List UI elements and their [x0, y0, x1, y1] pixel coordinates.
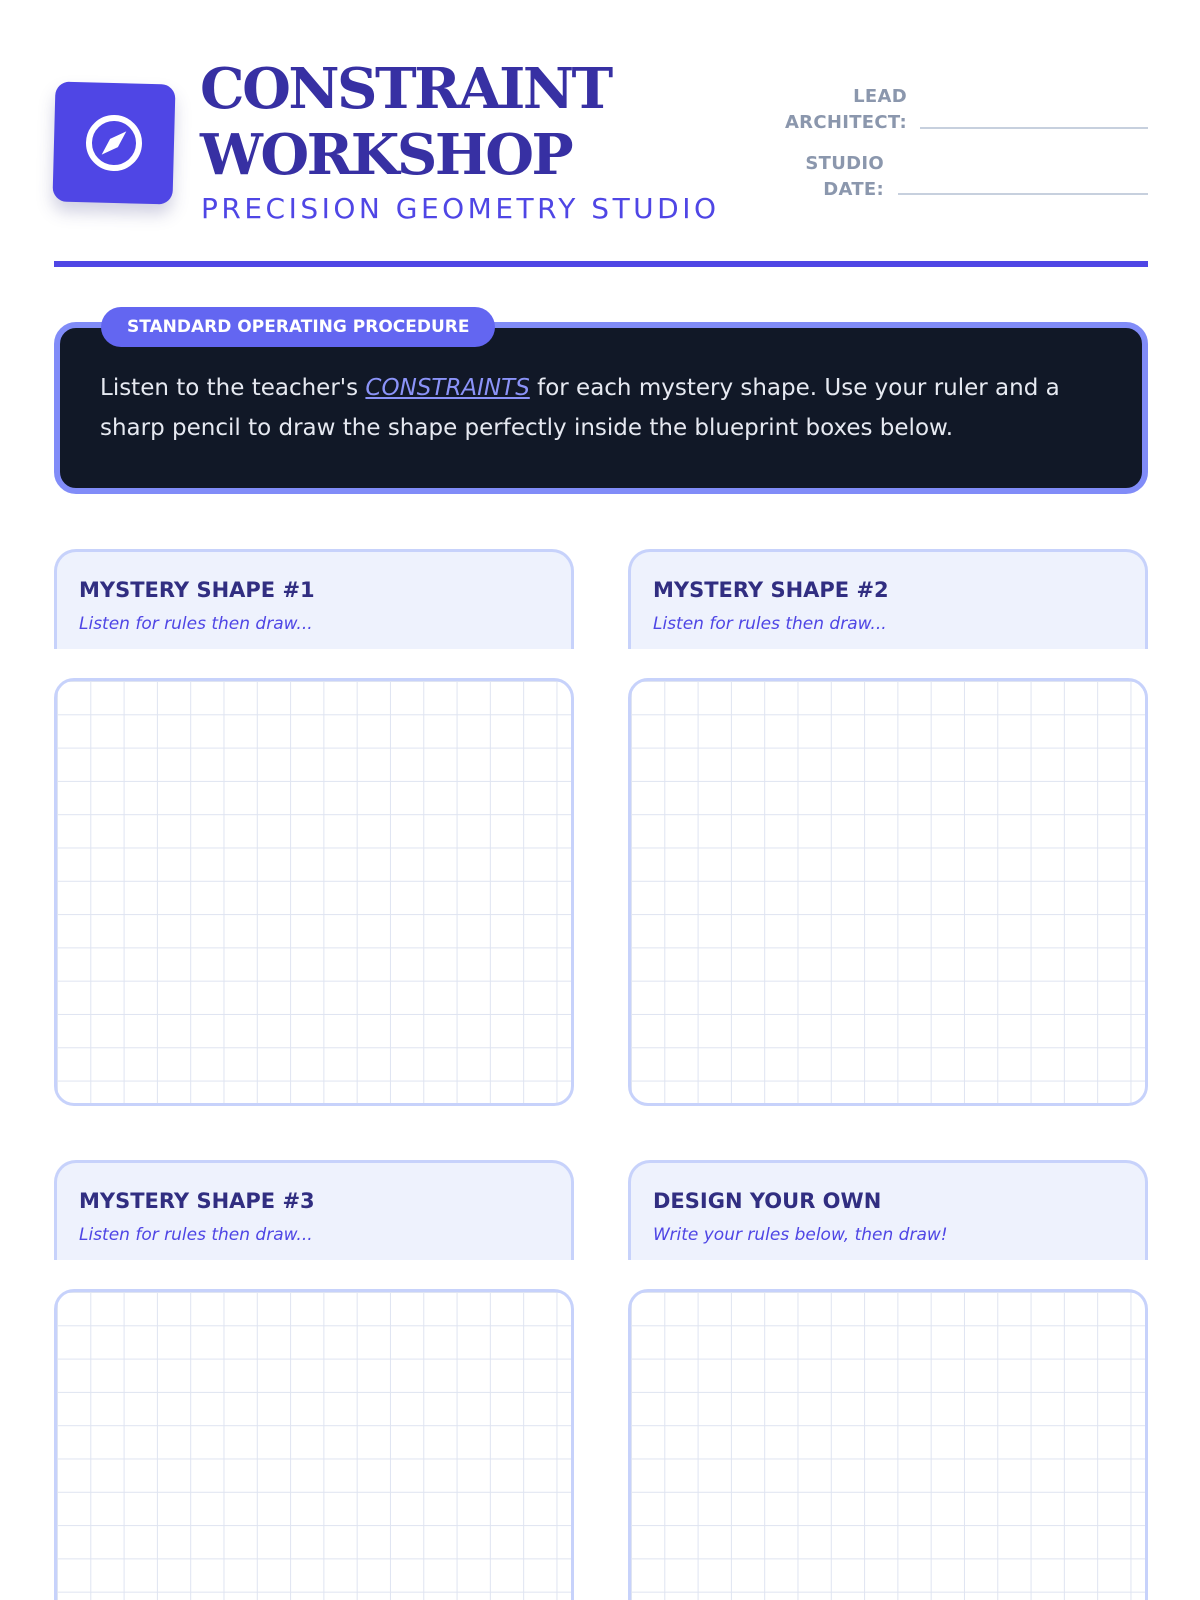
shape-card-title: MYSTERY SHAPE #1 [79, 578, 315, 602]
drawing-grid[interactable] [54, 1289, 574, 1600]
page-title-line2: WORKSHOP [200, 122, 572, 188]
header-divider [54, 261, 1148, 267]
studio-date-field[interactable] [898, 193, 1148, 195]
studio-date-label-line2: DATE: [823, 179, 884, 200]
procedure-emphasis: CONSTRAINTS [365, 375, 530, 401]
shape-card-header [628, 549, 1148, 649]
shape-card-title: MYSTERY SHAPE #2 [653, 578, 889, 602]
lead-architect-label-line1: LEAD [853, 86, 907, 107]
page-subtitle: PRECISION GEOMETRY STUDIO [201, 192, 720, 225]
lead-architect-field[interactable] [920, 127, 1148, 129]
shape-card-subtitle: Listen for rules then draw... [79, 1225, 313, 1245]
procedure-text [100, 368, 1120, 448]
shape-card-subtitle: Listen for rules then draw... [653, 614, 887, 634]
procedure-text-start: Listen to the teacher's [100, 375, 366, 401]
lead-architect-label [740, 84, 907, 136]
design-card-title: DESIGN YOUR OWN [653, 1189, 882, 1213]
lead-architect-label-line2: ARCHITECT: [784, 112, 907, 133]
drawing-grid[interactable] [54, 678, 574, 1106]
procedure-tag: STANDARD OPERATING PROCEDURE [101, 307, 495, 347]
drawing-grid[interactable] [628, 678, 1148, 1106]
shape-card-title: MYSTERY SHAPE #3 [79, 1189, 315, 1213]
page-title [200, 56, 760, 188]
design-card-subtitle: Write your rules below, then draw! [653, 1225, 948, 1245]
shape-card-header [54, 549, 574, 649]
procedure-text-end: for each mystery shape. Use your ruler and a sharp pencil to draw the shape perfectly inside the blueprint boxes below. [100, 375, 1060, 441]
shape-card-subtitle: Listen for rules then draw... [79, 614, 313, 634]
compass-icon [81, 110, 147, 176]
studio-date-label-line1: STUDIO [805, 153, 884, 174]
design-card-header [628, 1160, 1148, 1260]
shape-card-header [54, 1160, 574, 1260]
drawing-grid[interactable] [628, 1289, 1148, 1600]
logo-badge [52, 81, 175, 204]
studio-date-label [740, 151, 884, 203]
page-title-line1: CONSTRAINT [200, 56, 611, 122]
